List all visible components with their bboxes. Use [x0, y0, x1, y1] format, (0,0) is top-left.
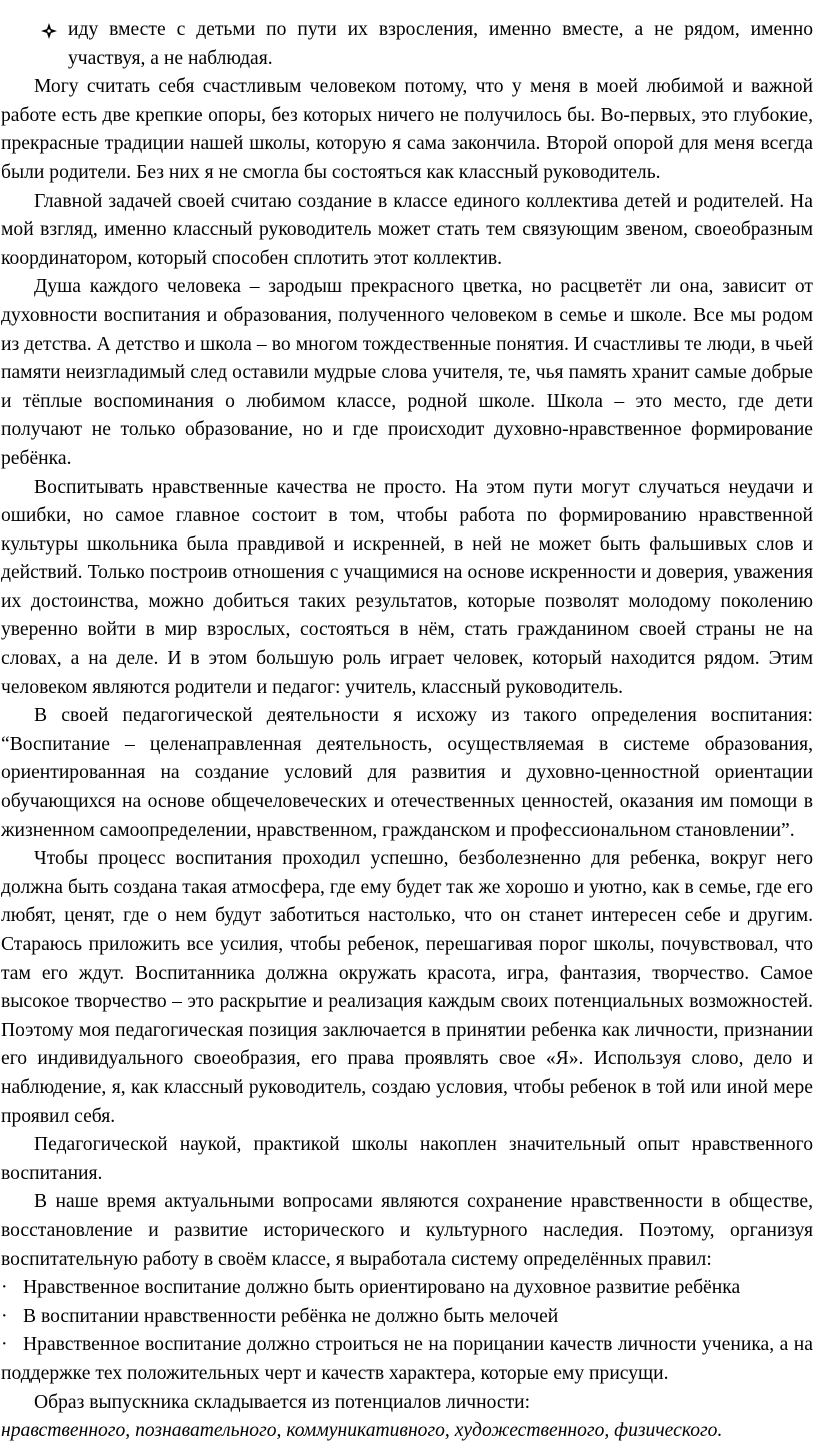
paragraph-supports: Могу считать себя счастливым человеком потому, что у меня в моей любимой и важной работе есть две крепкие опоры, без которых ничего не получилось бы. Во-первых, это глубокие, прекрасные традиции нашей школы, которую я сама закончила. Второй опорой для меня всегда были родители. Без них я не смогла бы состояться как классный руководитель. — [1, 76, 813, 183]
graduate-intro: Образ выпускника складывается из потенциалов личности: — [34, 1391, 531, 1413]
rule-text: Нравственное воспитание должно строиться не на порицании качеств личности ученика, а на поддержке тех положительных черт и качеств характера, которые ему присущи. — [1, 1334, 813, 1384]
rule-item — [1, 1331, 813, 1388]
paragraph-main-task: Главной задачей своей считаю создание в классе единого коллектива детей и родителей. На мой взгляд, именно классный руководитель может стать тем связующим звеном, своеобразным координатором, который способен сплотить этот коллектив. — [1, 190, 813, 269]
rule-marker: · — [1, 1334, 8, 1356]
rule-text: В воспитании нравственности ребёнка не должно быть мелочей — [23, 1305, 559, 1327]
paragraph-definition: В своей педагогической деятельности я исхожу из такого определения воспитания: “Воспитание – целенаправленная деятельность, осуществляемая в системе образования, ориентированная на создание условий для развития и духовно-ценностной ориентации обучающихся на основе общечеловеческих и отечественных ценностей, оказания им помощи в жизненном самоопределении, нравственном, гражданском и профессиональном становлении”. — [1, 705, 813, 841]
bullet-text: иду вместе с детьми по пути их взросления, именно вместе, а не рядом, именно участвуя, а не наблюдая. — [68, 19, 813, 69]
paragraph-rules-intro: В наше время актуальными вопросами являются сохранение нравственности в обществе, восстановление и развитие исторического и культурного наследия. Поэтому, организуя воспитательную работу в своём классе, я выработала систему определённых правил: — [1, 1191, 813, 1270]
rule-marker: · — [1, 1305, 8, 1327]
graduate-potentials: нравственного, познавательного, коммуникативного, художественного, физического. — [1, 1420, 723, 1442]
rule-item — [1, 1303, 813, 1332]
bullet-list-item — [1, 16, 813, 73]
rule-marker: · — [1, 1277, 8, 1299]
rule-text: Нравственное воспитание должно быть ориентировано на духовное развитие ребёнка — [23, 1277, 741, 1299]
paragraph-process: Чтобы процесс воспитания проходил успешно, безболезненно для ребенка, вокруг него должна быть создана такая атмосфера, где ему будет так же хорошо и уютно, как в семье, где его любят, ценят, где о нем будут заботиться настолько, что он станет интересен себе и другим. Стараюсь приложить все усилия, чтобы ребенок, перешагивая порог школы, почувствовал, что там его ждут. Воспитанника должна окружать красота, игра, фантазия, творчество. Самое высокое творчество – это раскрытие и реализация каждым своих потенциальных возможностей. Поэтому моя педагогическая позиция заключается в принятии ребенка как личности, признании его индивидуального своеобразия, его права проявлять свое «Я». Используя слово, дело и наблюдение, я, как классный руководитель, создаю условия, чтобы ребенок в той или иной мере проявил себя. — [1, 848, 813, 1127]
paragraph-soul: Душа каждого человека – зародыш прекрасного цветка, но расцветёт ли она, зависит от духовности воспитания и образования, полученного человеком в семье и школе. Все мы родом из детства. А детство и школа – во многом тождественные понятия. И счастливы те люди, в чьей памяти неизгладимый след оставили мудрые слова учителя, те, чья память хранит самые добрые и тёплые воспоминания о любимом классе, родной школе. Школа – это место, где дети получают не только образование, но и где происходит духовно-нравственное формирование ребёнка. — [1, 276, 813, 469]
paragraph-moral-qualities: Воспитывать нравственные качества не просто. На этом пути могут случаться неудачи и ошибки, но самое главное состоит в том, чтобы работа по формированию нравственной культуры школьника была правдивой и искренней, в ней не может быть фальшивых слов и действий. Только построив отношения с учащимися на основе искренности и доверия, уважения их достоинства, можно добиться таких результатов, которые позволят молодому поколению уверенно войти в мир взрослых, состояться в нём, стать гражданином своей страны не на словах, а на деле. И в этом большую роль играет человек, который находится рядом. Этим человеком являются родители и педагог: учитель, классный руководитель. — [1, 476, 813, 698]
rule-item — [1, 1274, 813, 1303]
paragraph-experience: Педагогической наукой, практикой школы накоплен значительный опыт нравственного воспитания. — [1, 1134, 813, 1184]
